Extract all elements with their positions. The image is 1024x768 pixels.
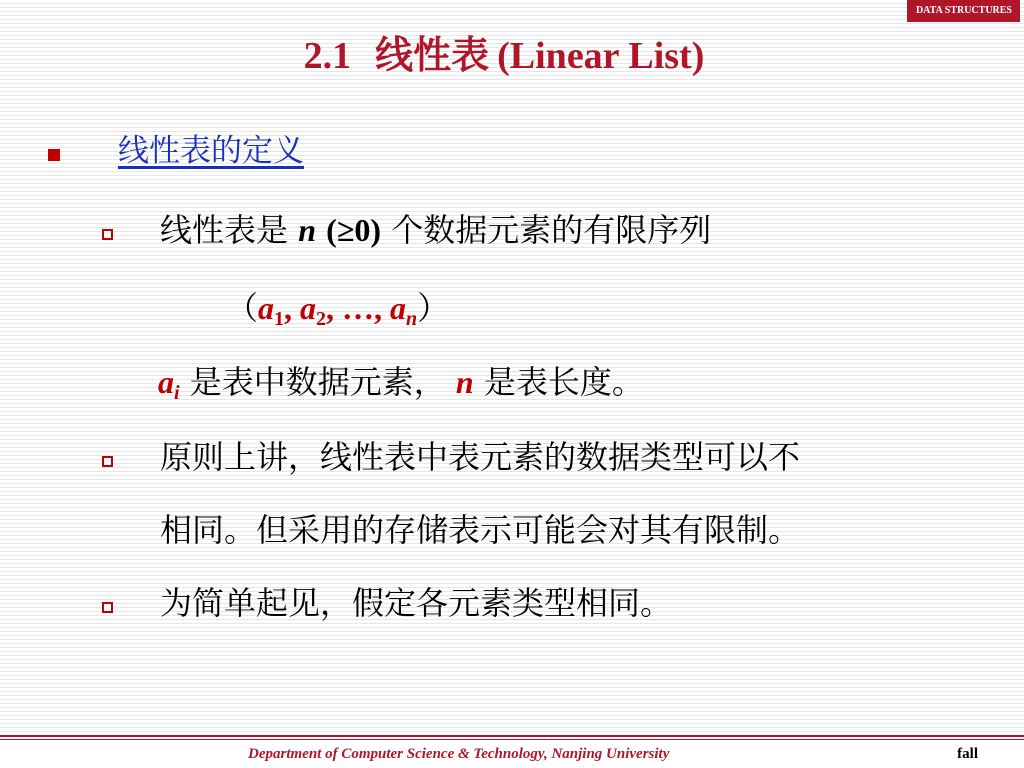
sequence-terms: $a_1$, $a_2$, …, $a_n$ bbox=[258, 290, 418, 330]
list-item-principle-line2: 相同。但采用的存储表示可能会对其有限制。 bbox=[160, 511, 801, 549]
title-english: (Linear List) bbox=[497, 35, 705, 77]
definition-heading-link[interactable]: 线性表的定义 bbox=[118, 133, 304, 169]
element-length-note bbox=[158, 362, 644, 413]
list-item-definition bbox=[160, 210, 711, 250]
sequence-expression bbox=[226, 288, 449, 339]
title-number: 2.1 bbox=[303, 35, 352, 77]
definition-n: n bbox=[298, 212, 316, 248]
list-item-principle-line1: 原则上讲，线性表中表元素的数据类型可以不 bbox=[160, 438, 801, 476]
footer-department: Department of Computer Science & Technology, Nanjing University bbox=[248, 746, 670, 762]
square-bullet-icon bbox=[48, 149, 60, 161]
note-ai: $a_i$ bbox=[158, 364, 180, 404]
note-end: 是表长度。 bbox=[483, 363, 644, 401]
hollow-square-bullet-icon bbox=[102, 456, 113, 467]
list-item-assumption: 为简单起见，假定各元素类型相同。 bbox=[160, 584, 673, 622]
slide-title bbox=[0, 30, 1008, 81]
footer-term: fall bbox=[957, 746, 978, 762]
title-chinese: 线性表 bbox=[375, 33, 490, 77]
hollow-square-bullet-icon bbox=[102, 602, 113, 613]
definition-suffix: 个数据元素的有限序列 bbox=[391, 211, 712, 249]
slide-footer bbox=[0, 742, 1024, 768]
course-badge: DATA STRUCTURES bbox=[907, 0, 1020, 22]
sequence-open-paren: （ bbox=[226, 289, 259, 327]
definition-prefix: 线性表是 bbox=[160, 211, 289, 249]
footer-rule-thin bbox=[0, 739, 1024, 740]
note-n: n bbox=[455, 364, 474, 400]
hollow-square-bullet-icon bbox=[102, 229, 113, 240]
definition-condition: (≥0) bbox=[326, 212, 382, 248]
footer-rule-thick bbox=[0, 735, 1024, 737]
note-middle: 是表中数据元素， bbox=[189, 363, 446, 401]
sequence-close-paren: ） bbox=[417, 289, 450, 327]
